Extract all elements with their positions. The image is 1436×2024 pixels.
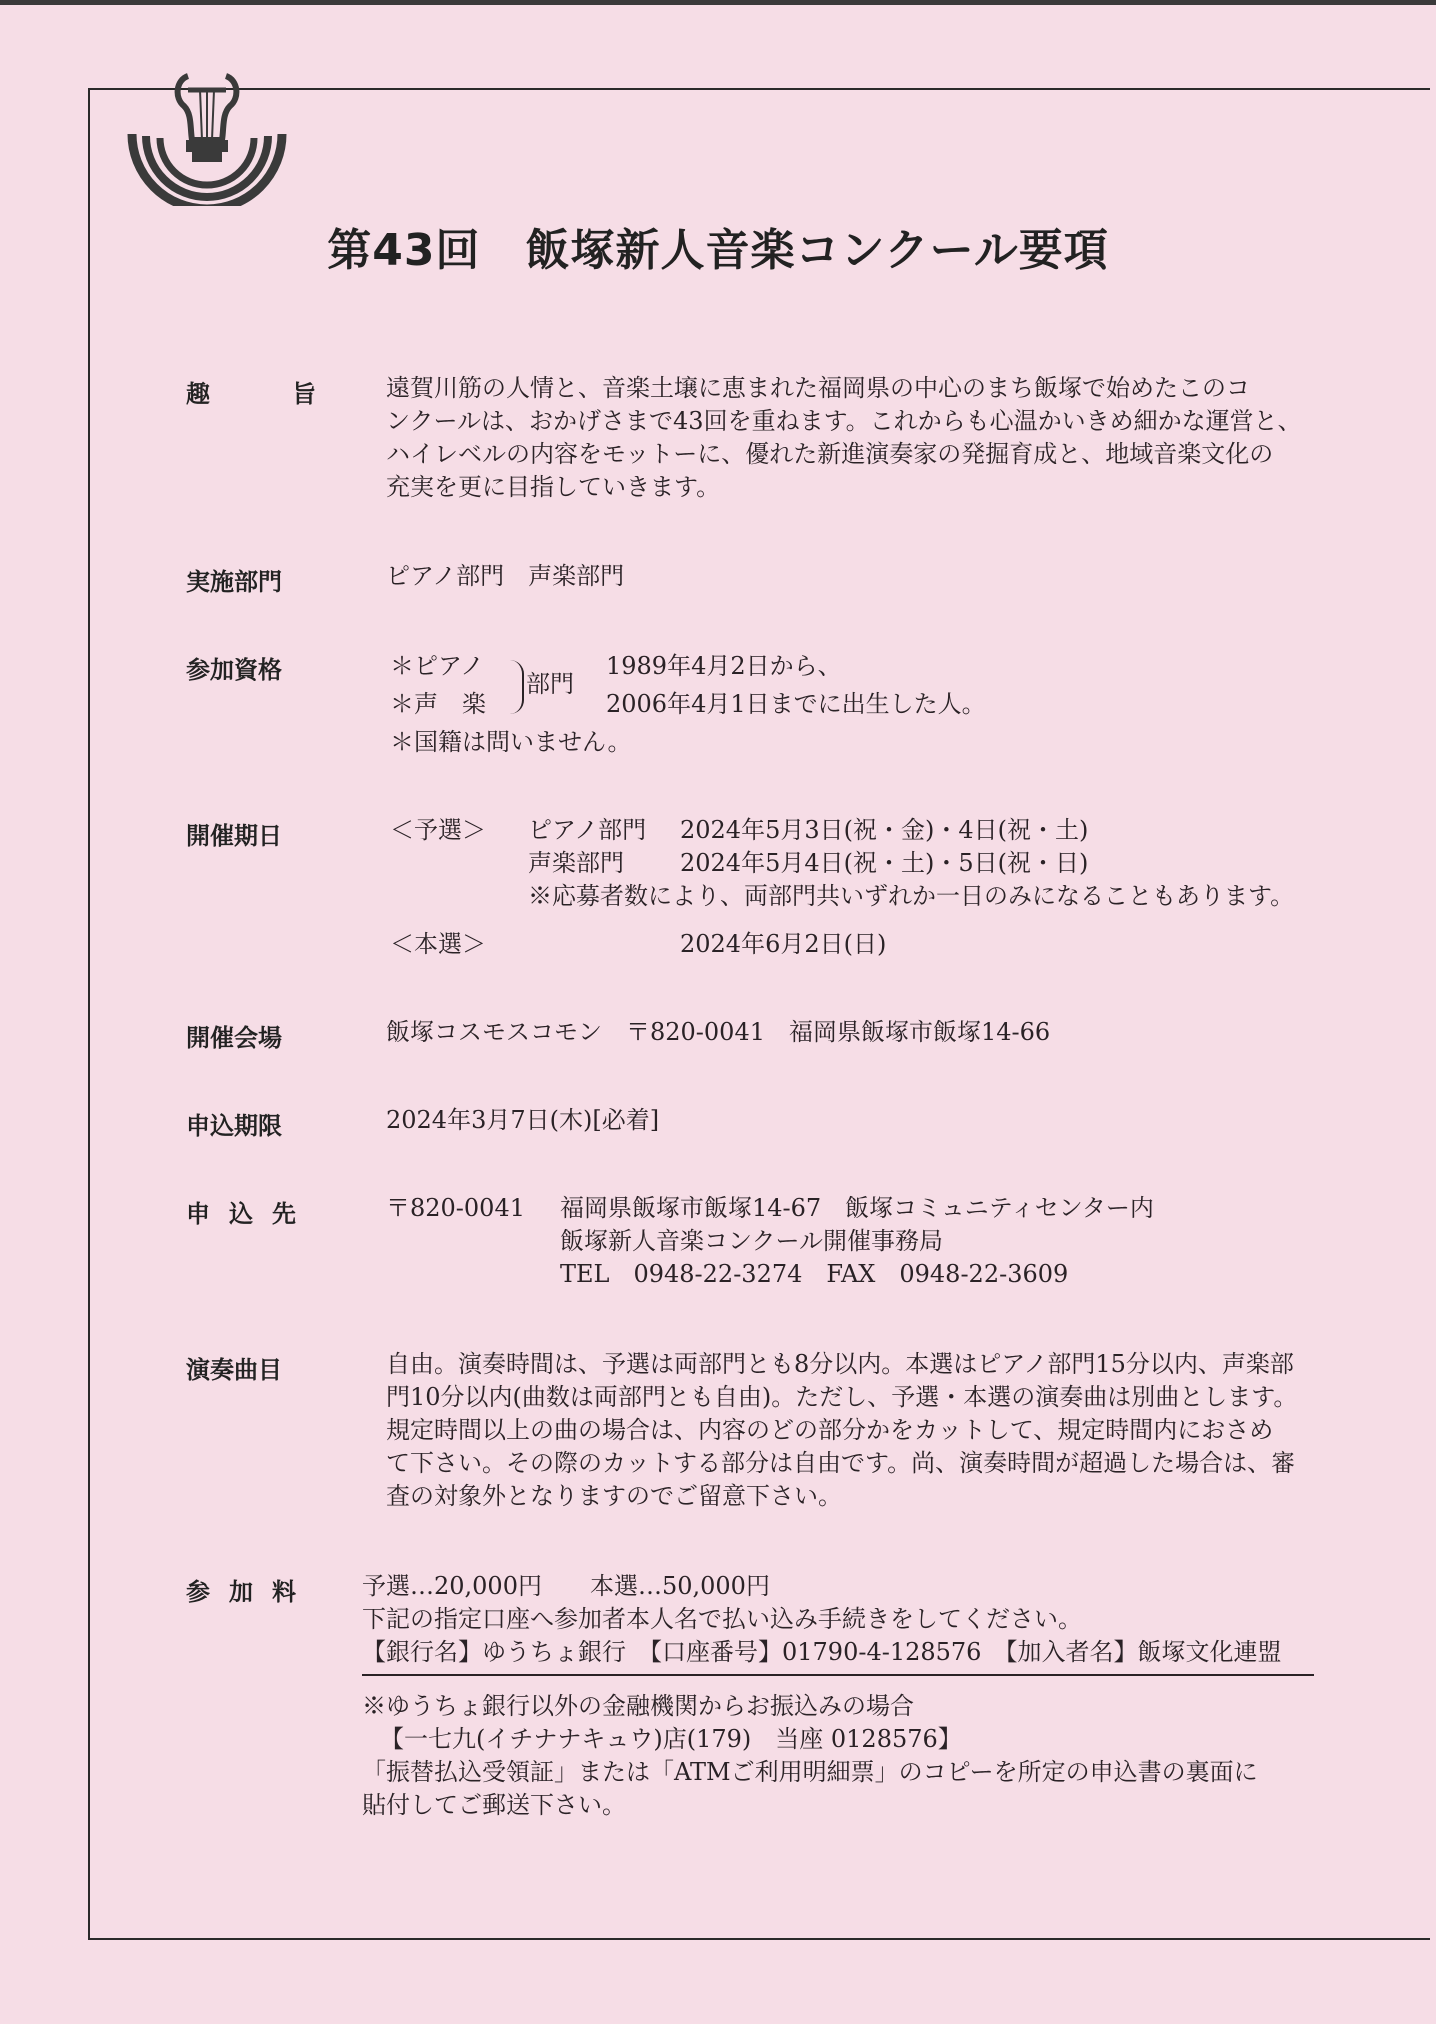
kyokumoku-line-1: 自由。演奏時間は、予選は両部門とも8分以内。本選はピアノ部門15分以内、声楽部 [386,1350,1294,1378]
shushi-line-2: ンクールは、おかげさまで43回を重ねます。これからも心温かいきめ細かな運営と、 [386,407,1302,435]
shushi-line-1: 遠賀川筋の人情と、音楽土壌に恵まれた福岡県の中心のまち飯塚で始めたこのコ [386,374,1250,402]
label-ryokin: 参 加 料 [186,1578,296,1606]
kijitsu-vocal-dept: 声楽部門 [528,849,624,877]
label-moushikomi: 申 込 先 [186,1200,296,1228]
kijitsu-yosen: ＜予選＞ [390,816,486,844]
ryokin-fees: 予選…20,000円 本選…50,000円 [362,1572,770,1600]
label-shikaku: 参加資格 [186,656,282,684]
kijitsu-note: ※応募者数により、両部門共いずれか一日のみになることもあります。 [528,882,1295,910]
shikaku-from: 1989年4月2日から、 [606,652,842,680]
top-border [0,0,1436,5]
kijitsu-piano-dates: 2024年5月3日(祝・金)・4日(祝・土) [680,816,1089,844]
bumon-text: ピアノ部門 声楽部門 [386,562,625,590]
page-title: 第43回 飯塚新人音楽コンクール要項 [327,225,1109,276]
kijitsu-piano-dept: ピアノ部門 [528,816,647,844]
ryokin-instruction: 下記の指定口座へ参加者本人名で払い込み手続きをしてください。 [362,1605,1082,1633]
lyre-logo-icon [126,70,288,206]
label-bumon: 実施部門 [186,568,282,596]
ryokin-note-2: 【一七九(イチナナキュウ)店(179) 当座 0128576】 [380,1725,962,1753]
kigen-text: 2024年3月7日(木)[必着] [386,1106,660,1134]
kijitsu-vocal-dates: 2024年5月4日(祝・土)・5日(祝・日) [680,849,1089,877]
divider [362,1674,1314,1676]
kaijo-text: 飯塚コスモスコモン 〒820-0041 福岡県飯塚市飯塚14-66 [386,1018,1051,1046]
ryokin-note-3: 「振替払込受領証」または「ATMご利用明細票」のコピーを所定の申込書の裏面に [362,1758,1258,1786]
label-shushi: 趣 旨 [186,380,316,408]
label-kyokumoku: 演奏曲目 [186,1356,282,1384]
moushikomi-zip: 〒820-0041 [386,1194,525,1222]
shikaku-piano: ＊ピアノ [390,652,485,680]
kijitsu-honsen-date: 2024年6月2日(日) [680,930,887,958]
kyokumoku-line-3: 規定時間以上の曲の場合は、内容のどの部分かをカットして、規定時間内におさめ [386,1416,1274,1444]
label-kigen: 申込期限 [186,1112,282,1140]
kyokumoku-line-4: て下さい。その際のカットする部分は自由です。尚、演奏時間が超過した場合は、審 [386,1449,1296,1477]
shikaku-nationality: ＊国籍は問いません。 [390,728,632,756]
kyokumoku-line-2: 門10分以内(曲数は両部門とも自由)。ただし、予選・本選の演奏曲は別曲とします。 [386,1383,1298,1411]
moushikomi-contact: TEL 0948-22-3274 FAX 0948-22-3609 [560,1260,1069,1288]
shikaku-bumon: 部門 [526,670,574,698]
shikaku-to: 2006年4月1日までに出生した人。 [606,690,986,718]
moushikomi-office: 飯塚新人音楽コンクール開催事務局 [560,1227,944,1255]
shushi-line-3: ハイレベルの内容をモットーに、優れた新進演奏家の発掘育成と、地域音楽文化の [386,440,1274,468]
ryokin-account: 【銀行名】ゆうちょ銀行 【口座番号】01790-4-128576 【加入者名】飯塚文化連盟 [362,1638,1282,1666]
kyokumoku-line-5: 査の対象外となりますのでご留意下さい。 [386,1482,842,1510]
ryokin-note-4: 貼付してご郵送下さい。 [362,1791,626,1819]
brace [508,660,524,714]
ryokin-note-1: ※ゆうちょ銀行以外の金融機関からお振込みの場合 [362,1692,914,1720]
moushikomi-address: 福岡県飯塚市飯塚14-67 飯塚コミュニティセンター内 [560,1194,1154,1222]
shushi-line-4: 充実を更に目指していきます。 [386,473,721,501]
kijitsu-honsen: ＜本選＞ [390,930,486,958]
label-kaijo: 開催会場 [186,1024,282,1052]
label-kijitsu: 開催期日 [186,822,282,850]
shikaku-seigaku: ＊声 楽 [390,690,486,718]
